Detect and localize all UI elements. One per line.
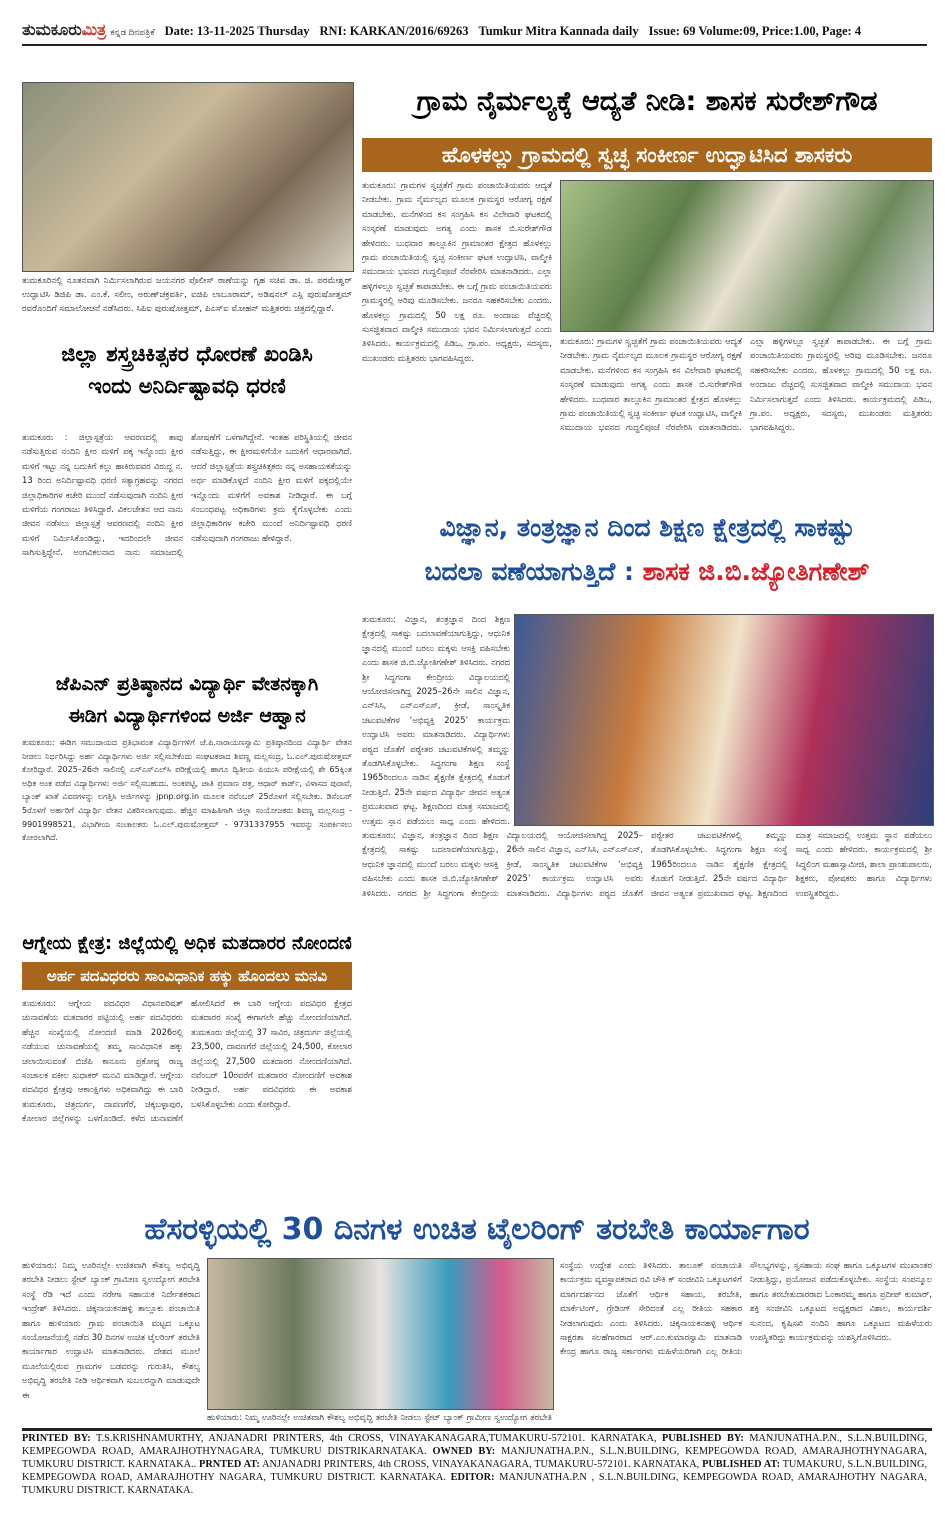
published-at-label: PUBLISHED AT: [702,1459,781,1470]
voters-subhead: ಅರ್ಹ ಪದವಿಧರರು ಸಾಂವಿಧಾನಿಕ ಹಕ್ಕು ಹೊಂದಲು ಮನವಿ [22,962,352,990]
vigyana-headline-line2-text: ಬದಲಾ ವಣೆಯಾಗುತ್ತಿದೆ : [424,557,634,586]
gram-article-body-continued: ತುಮಕೂರು: ಗ್ರಾಮಗಳ ಸ್ವಚ್ಛತೆಗೆ ಗ್ರಾಮ ಪಂಚಾಯಿತಿಯವರು ಆದ್ಯತೆ ನೀಡಬೇಕು. ಗ್ರಾಮ ನೈರ್ಮಲ್ಯದ ಮೂಲಕ ಗ್ರಾಮಸ್ಥರ ಆರೋಗ್ಯ ರಕ್ಷಣೆ ಮಾಡಬೇಕು. ಮನೆಗಳಿಂದ ಕಸ ಸಂಗ್ರಹಿಸಿ ಕಸ ವಿಲೇವಾರಿ ಘಟಕದಲ್ಲಿ ಸಂಸ್ಕರಣೆ ಮಾಡುವುದು ಅಗತ್ಯ ಎಂದು ಶಾಸಕ ಬಿ.ಸುರೇಶ್‌ಗೌಡ ಹೇಳಿದರು. ಬುಧವಾರ ತಾಲ್ಲೂಕಿನ ಗ್ರಾಮಾಂತರ ಕ್ಷೇತ್ರದ ಹೊಳಕಲ್ಲು ಗ್ರಾಮ ಪಂಚಾಯಿತಿಯಲ್ಲಿ ಸ್ವಚ್ಛ ಸಂಕೀರ್ಣ ಘಟಕ ಉದ್ಘಾಟಿಸಿ, ವಾಲ್ಮೀಕಿ ಸಮುದಾಯ ಭವನದ ಗುದ್ದಲಿಪೂಜೆ ನೆರವೇರಿಸಿ ಮಾತನಾಡಿದರು. ಎಲ್ಲಾ ಹಳ್ಳಿಗಳಲ್ಲೂ ಸ್ವಚ್ಛತೆ ಕಾಪಾಡಬೇಕು. ಈ ಬಗ್ಗೆ ಗ್ರಾಮ ಪಂಚಾಯಿತಿಯವರು ಗ್ರಾಮಸ್ಥರಲ್ಲಿ ಅರಿವು ಮೂಡಿಸಬೇಕು. ಜನರೂ ಸಹಕರಿಸಬೇಕು ಎಂದರು. ಹೊಳಕಲ್ಲು ಗ್ರಾಮದಲ್ಲಿ 50 ಲಕ್ಷ ರೂ. ಅಂದಾಜು ವೆಚ್ಚದಲ್ಲಿ ಸುಸಜ್ಜಿತವಾದ ವಾಲ್ಮೀಕಿ ಸಮುದಾಯ ಭವನ ನಿರ್ಮಿಸಲಾಗುತ್ತದೆ ಎಂದು ತಿಳಿಸಿದರು. ಕಾರ್ಯಕ್ರಮದಲ್ಲಿ ಪಿಡಿಒ, ಗ್ರಾ.ಪಂ. ಅಧ್ಯಕ್ಷರು, ಸದಸ್ಯರು, ಮುಖಂಡರು ಮತ್ತಿತರರು ಭಾಗವಹಿಸಿದ್ದರು. [560,336,932,433]
printed-by-text: T.S.KRISHNAMURTHY, ANJANADRI PRINTERS, 4th CROSS, VINAYAKANAGARA,TUMAKURU-572101. KARNATAKA, [96,1433,657,1444]
voters-headline: ಆಗ್ನೇಯ ಕ್ಷೇತ್ರ: ಜಿಲ್ಲೆಯಲ್ಲಿ ಅಧಿಕ ಮತದಾರರ ನೋಂದಣಿ [22,933,352,954]
published-by-label: PUBLISHED BY: [661,1433,744,1444]
paper-info: Tumkur Mitra Kannada daily [478,23,639,38]
tailoring-article-body-right: ಸಂಸ್ಥೆಯ ಉದ್ದೇಶ ಎಂದು ತಿಳಿಸಿದರು. ತಾಲೂಕ್ ಪಂಚಾಯತಿ ಕಾರ್ಯಕ್ರಮ ವ್ಯವಸ್ಥಾಪಕರಾದ ರವಿ ಚೌಕಿ ಕ್ ಸಂಜೀವಿನಿ ಒಕ್ಕೂಟಗಳಿಗೆ ಮಾರ್ಗದರ್ಶನದ ಜೊತೆಗೆ ಆರ್ಥಿಕ ಸಹಾಯ, ತರಬೇತಿ, ಮಾರ್ಕೆಟಿಂಗ್, ಗ್ರೇಡಿಂಗ್ ಸೇರಿದಂತೆ ಎಲ್ಲ ರೀತಿಯ ಸಹಕಾರ ನೀಡಲಾಗುವುದು ಎಂದು ತಿಳಿಸಿದರು. ಚಿಕ್ಕನಾಯಕನಹಳ್ಳಿ ಆರ್ಥಿಕ ಸಾಕ್ಷರತಾ ಸಲಹೆಗಾರರಾದ ಆರ್.ಎಂ.ಕುಮಾರಸ್ವಾಮಿ ಮಾತನಾಡಿ ಕೇಂದ್ರ ಹಾಗೂ ರಾಜ್ಯ ಸರ್ಕಾರಗಳು ಮಹಿಳೆಯರಿಗಾಗಿ ಎಲ್ಲ ರೀತಿಯ ಸೌಲಭ್ಯಗಳನ್ನು, ಸ್ವಸಹಾಯ ಸಂಘ ಹಾಗೂ ಒಕ್ಕೂಟಗಳ ಮುಖಾಂತರ ನೀಡುತ್ತಿದ್ದು, ಪ್ರಯೋಜನ ಪಡೆದುಕೊಳ್ಳಬೇಕು. ಸಂಸ್ಥೆಯ ಸಂಪನ್ಮೂಲ ಹಾಗೂ ತರಬೇತುದಾರರಾದ ಓಂಕಾರಮ್ಮ ಹಾಗೂ ಪ್ರದೀಪ್ ಕುಮಾರ್, ಶಕ್ತಿ ಸಂಜೀವಿನಿ ಒಕ್ಕೂಟದ ಅಧ್ಯಕ್ಷರಾದ ವಿಶಾಲ, ಕಾರ್ಯದರ್ಶಿ ಸುನಂದ, ಕೃಷಿಸಖಿ ನಂದಿನಿ ಹಾಗೂ ಒಕ್ಕೂಟದ ಮಹಿಳೆಯರು ಉಪಸ್ಥಿತರಿದ್ದು ಕಾರ್ಯಕ್ರಮವನ್ನು ಯಶಸ್ವಿಗೊಳಿಸಿದರು. [560,1260,932,1357]
newspaper-logo [22,22,155,40]
issue-date: Date: 13-11-2025 Thursday [164,23,310,38]
editor-label: EDITOR: [450,1472,495,1483]
issue-info: Issue: 69 Volume:09, Price:1.00, Page: 4 [648,23,862,38]
owned-by-label: OWNED BY: [432,1446,496,1457]
dharna-headline-line2: ಇಂದು ಅನಿರ್ದಿಷ್ಟಾವಧಿ ಧರಣಿ [88,374,286,398]
vigyana-headline-line1: ವಿಜ್ಞಾನ, ತಂತ್ರಜ್ಞಾನ ದಿಂದ ಶಿಕ್ಷಣ ಕ್ಷೇತ್ರದಲ್ಲಿ ಸಾಕಷ್ಟು [439,513,855,542]
tailoring-workshop-photo [207,1258,554,1410]
masthead [22,18,927,46]
printed-at-label: PRNTED AT: [199,1459,260,1470]
jpn-article-body: ತುಮಕೂರು: ಈಡಿಗ ಸಮುದಾಯದ ಪ್ರತಿಭಾವಂತ ವಿದ್ಯಾರ್ಥಿಗಳಿಗೆ ಜೆ.ಪಿ.ನಾರಾಯಣಸ್ವಾಮಿ ಪ್ರತಿಷ್ಠಾನದಿಂದ ವಿದ್ಯಾರ್ಥಿ ವೇತನ ನೀಡಲು ನಿರ್ಧರಿಸಿದ್ದು ಅರ್ಹ ವಿದ್ಯಾರ್ಥಿಗಳು ಅರ್ಜಿ ಸಲ್ಲಿಸಬೇಕೆಂದು ಸಂಘಟಕರಾದ ಶಿವಣ್ಣ ಮಲ್ಲಸಂದ್ರ, ಓ.ಎಲ್.ಪುರುಷೋತ್ತಮ್ ಕೋರಿದ್ದಾರೆ. 2025–26ನೇ ಸಾಲಿನಲ್ಲಿ ಎಸ್‌ಎಸ್‌ಎಲ್‌ಸಿ ಪರೀಕ್ಷೆಯಲ್ಲಿ ಹಾಗೂ ದ್ವಿತೀಯ ಪಿಯುಸಿ ಪರೀಕ್ಷೆಯಲ್ಲಿ ಶೇ 65ಕ್ಕಿಂತ ಅಧಿಕ ಅಂಕ ಪಡೆದ ವಿದ್ಯಾರ್ಥಿಗಳು ಅರ್ಜಿ ಸಲ್ಲಿಸಬಹುದು. ಅಂಕಪಟ್ಟಿ, ಜಾತಿ ಪ್ರಮಾಣ ಪತ್ರ, ಆಧಾರ್ ಕಾರ್ಡ್, ವಿಳಾಸದ ಪುರಾವೆ, ಬ್ಯಾಂಕ್ ಖಾತೆ ವಿವರಗಳನ್ನು ಲಗತ್ತಿಸಿ ಅರ್ಜಿಗಳನ್ನು jpnp.org.in ಮೂಲಕ ನವೆಂಬರ್ 25ರೊಳಗೆ ಸಲ್ಲಿಸಬೇಕು. ಡಿಸೆಂಬರ್ 5ರೊಳಗೆ ಅರ್ಹರಿಗೆ ವಿದ್ಯಾರ್ಥಿ ವೇತನ ವಿತರಿಸಲಾಗುವುದು. ಹೆಚ್ಚಿನ ಮಾಹಿತಿಗಾಗಿ ಜಿಲ್ಲಾ ಸಂಯೋಜಕರು ಶಿವಣ್ಣ ಮಲ್ಲಸಂದ್ರ - 9901998521, ವಿಭಾಗೀಯ ಸಂಚಾಲಕರು ಓ.ಎಲ್.ಪುರುಷೋತ್ತಮ್ - 9731337955 ಇವರನ್ನು ಸಂಪರ್ಕಿಸಲು ಕೋರಲಾಗಿದೆ. [22,738,352,843]
voters-article-body: ತುಮಕೂರು: ಆಗ್ನೇಯ ಪದವಿಧರ ವಿಧಾನಪರಿಷತ್ ಚುನಾವಣೆಯ ಮತದಾರರ ಪಟ್ಟಿಯಲ್ಲಿ ಅರ್ಹ ಪದವಿಧರರು ಹೆಚ್ಚಿನ ಸಂಖ್ಯೆಯಲ್ಲಿ ನೋಂದಣಿ ಮಾಡಿ 2026ರಲ್ಲಿ ನಡೆಯುವ ಚುನಾವಣೆಯಲ್ಲಿ ತಮ್ಮ ಸಾಂವಿಧಾನಿಕ ಹಕ್ಕು ಚಲಾಯಿಸುವಂತೆ ಬಿಜೆಪಿ ಕಾನೂನು ಪ್ರಕೋಷ್ಠ ರಾಜ್ಯ ಸಂಚಾಲಕ ವಕೀಲ ಸುಧಾಕರ್ ಮನವಿ ಮಾಡಿದ್ದಾರೆ. ಆಗ್ನೇಯ ಪದವಿಧರ ಕ್ಷೇತ್ರವು ಆಕಾಂಕ್ಷಿಗಳು ಅಧಿಕವಾಗಿದ್ದು ಈ ಬಾರಿ ತುಮಕೂರು, ಚಿತ್ರದುರ್ಗ, ದಾವಣಗೆರೆ, ಚಿಕ್ಕಬಳ್ಳಾಪುರ, ಕೋಲಾರ ಜಿಲ್ಲೆಗಳನ್ನು ಒಳಗೊಂಡಿದೆ. ಕಳೆದ ಚುನಾವಣೆಗೆ ಹೋಲಿಸಿದರೆ ಈ ಬಾರಿ ಆಗ್ನೇಯ ಪದವಿಧರ ಕ್ಷೇತ್ರದ ಮತದಾರರ ಸಂಖ್ಯೆ ಈಗಾಗಲೇ ಹೆಚ್ಚು ನೋಂದಣಿಯಾಗಿದೆ. ತುಮಕೂರು ಜಿಲ್ಲೆಯಲ್ಲಿ 37 ಸಾವಿರ, ಚಿತ್ರದುರ್ಗ ಜಿಲ್ಲೆಯಲ್ಲಿ 23,500, ದಾವಣಗೆರೆ ಜಿಲ್ಲೆಯಲ್ಲಿ 24,500, ಕೋಲಾರ ಜಿಲ್ಲೆಯಲ್ಲಿ 27,500 ಮತದಾರರ ನೋಂದಣಿಯಾಗಿದೆ. ನವೆಂಬರ್ 10ರವರೆಗೆ ಮತದಾರರ ನೋಂದಣಿಗೆ ಅವಕಾಶ ನೀಡಿದ್ದಾರೆ. ಅರ್ಹ ಪದವಿಧರರು ಈ ಅವಕಾಶ ಬಳಸಿಕೊಳ್ಳಬೇಕು ಎಂದು ಕೋರಿದ್ದಾರೆ. [22,998,352,1124]
ribbon-cutting-photo [560,180,934,332]
printed-by-label: PRINTED BY: [22,1433,91,1444]
vigyana-headline-mla-name: ಶಾಸಕ ಜಿ.ಬಿ.ಜ್ಯೋತಿಗಣೇಶ್ [642,557,870,586]
dharna-article-body: ತುಮಕೂರು : ಜಿಲ್ಲಾಸ್ಪತ್ರೆಯ ಆವರಣದಲ್ಲಿ ತಾವು ನಡೆಸುತ್ತಿರುವ ನಂದಿನಿ ಕ್ಷೀರ ಮಳಿಗೆ ಪಕ್ಕ ಇನ್ನೊಂದು ಕ್ಷೀರ ಮಳಿಗೆ ಇಟ್ಟು ನನ್ನ ಬದುಕಿಗೆ ಕಲ್ಲು ಹಾಕಿರುವವರ ವಿರುದ್ಧ ನ. 13 ರಿಂದ ಅನಿರ್ದಿಷ್ಟಾವಧಿ ಧರಣಿ ಸತ್ಯಾಗ್ರಹವನ್ನು ನಗರದ ಜಿಲ್ಲಾಧಿಕಾರಿಗಳ ಕಚೇರಿ ಮುಂದೆ ನಡೆಸುವುದಾಗಿ ನಂದಿನಿ ಕ್ಷೀರ ಮಳಿಗೆಯ ಗಂಗರಾಜು ತಿಳಿಸಿದ್ದಾರೆ. ವಿಕಲಚೇತನ ಆದ ನಾನು ಜೀವನ ನಡೆಸಲು ಜಿಲ್ಲಾಸ್ಪತ್ರೆ ಆವರಣದಲ್ಲಿ ನಂದಿನಿ ಕ್ಷೀರ ಮಳಿಗೆ ನಿರ್ಮಿಸಿಕೊಂಡಿದ್ದು, ಇದರಿಂದಲೇ ಜೀವನ ಸಾಗಿಸುತ್ತಿದ್ದೇನೆ. ಅಂಗವಿಕಲನಾದ ನಾನು ಸಮಾಜದಲ್ಲಿ ಶೋಷಣೆಗೆ ಒಳಗಾಗಿದ್ದೇನೆ. ಇಂತಹ ಪರಿಸ್ಥಿತಿಯಲ್ಲಿ ಜೀವನ ನಡೆಸುತ್ತಿದ್ದು, ಈ ಕ್ಷೀರಮಳಿಗೆಯೇ ಬದುಕಿಗೆ ಆಧಾರವಾಗಿದೆ. ಆದರೆ ಜಿಲ್ಲಾಸ್ಪತ್ರೆಯ ಶಸ್ತ್ರಚಿಕಿತ್ಸಕರು ನನ್ನ ಅಸಹಾಯಕತೆಯನ್ನು ಅರ್ಥ ಮಾಡಿಕೊಳ್ಳದೆ ನಂದಿನಿ ಕ್ಷೀರ ಮಳಿಗೆ ಪಕ್ಕದಲ್ಲಿಯೇ ಇನ್ನೊಂದು ಮಳಿಗೆಗೆ ಅವಕಾಶ ನೀಡಿದ್ದಾರೆ. ಈ ಬಗ್ಗೆ ಸಂಬಂಧಪಟ್ಟ ಅಧಿಕಾರಿಗಳು ಕ್ರಮ ಕೈಗೊಳ್ಳಬೇಕು ಎಂದು ಜಿಲ್ಲಾಧಿಕಾರಿಗಳ ಕಚೇರಿ ಮುಂದೆ ಅನಿರ್ದಿಷ್ಟಾವಧಿ ಧರಣಿ ನಡೆಸುವುದಾಗಿ ಗಂಗರಾಜು ಹೇಳಿದ್ದಾರೆ. [22,432,352,558]
editor-text: MANJUNATHA.P.N , S.L.N.BUILDING, KEMPEGOWDA ROAD, AMARAJHOTHY NAGARA, TUMKURU DISTRICT. KARNATAKA. [22,1472,927,1496]
gram-subhead: ಹೊಳಕಲ್ಲು ಗ್ರಾಮದಲ್ಲಿ ಸ್ವಚ್ಛ ಸಂಕೀರ್ಣ ಉದ್ಘಾಟಿಸಿದ ಶಾಸಕರು [362,138,932,172]
published-at-text: TUMAKURU, S.L.N.BUILDING, KEMPEGOWDA ROAD, AMARAJHOTHY NAGARA, TUMKURU DISTRICT. KARNATAKA. [22,1459,928,1483]
jpn-headline [22,668,352,732]
vigyana-headline-line2 [362,550,932,594]
gram-article-body: ತುಮಕೂರು: ಗ್ರಾಮಗಳ ಸ್ವಚ್ಛತೆಗೆ ಗ್ರಾಮ ಪಂಚಾಯಿತಿಯವರು ಆದ್ಯತೆ ನೀಡಬೇಕು. ಗ್ರಾಮ ನೈರ್ಮಲ್ಯದ ಮೂಲಕ ಗ್ರಾಮಸ್ಥರ ಆರೋಗ್ಯ ರಕ್ಷಣೆ ಮಾಡಬೇಕು. ಮನೆಗಳಿಂದ ಕಸ ಸಂಗ್ರಹಿಸಿ ಕಸ ವಿಲೇವಾರಿ ಘಟಕದಲ್ಲಿ ಸಂಸ್ಕರಣೆ ಮಾಡುವುದು ಅಗತ್ಯ ಎಂದು ಶಾಸಕ ಬಿ.ಸುರೇಶ್‌ಗೌಡ ಹೇಳಿದರು. ಬುಧವಾರ ತಾಲ್ಲೂಕಿನ ಗ್ರಾಮಾಂತರ ಕ್ಷೇತ್ರದ ಹೊಳಕಲ್ಲು ಗ್ರಾಮ ಪಂಚಾಯಿತಿಯಲ್ಲಿ ಸ್ವಚ್ಛ ಸಂಕೀರ್ಣ ಘಟಕ ಉದ್ಘಾಟಿಸಿ, ವಾಲ್ಮೀಕಿ ಸಮುದಾಯ ಭವನದ ಗುದ್ದಲಿಪೂಜೆ ನೆರವೇರಿಸಿ ಮಾತನಾಡಿದರು. ಎಲ್ಲಾ ಹಳ್ಳಿಗಳಲ್ಲೂ ಸ್ವಚ್ಛತೆ ಕಾಪಾಡಬೇಕು. ಈ ಬಗ್ಗೆ ಗ್ರಾಮ ಪಂಚಾಯಿತಿಯವರು ಗ್ರಾಮಸ್ಥರಲ್ಲಿ ಅರಿವು ಮೂಡಿಸಬೇಕು. ಜನರೂ ಸಹಕರಿಸಬೇಕು ಎಂದರು. ಹೊಳಕಲ್ಲು ಗ್ರಾಮದಲ್ಲಿ 50 ಲಕ್ಷ ರೂ. ಅಂದಾಜು ವೆಚ್ಚದಲ್ಲಿ ಸುಸಜ್ಜಿತವಾದ ವಾಲ್ಮೀಕಿ ಸಮುದಾಯ ಭವನ ನಿರ್ಮಿಸಲಾಗುತ್ತದೆ ಎಂದು ತಿಳಿಸಿದರು. ಕಾರ್ಯಕ್ರಮದಲ್ಲಿ ಪಿಡಿಒ, ಗ್ರಾ.ಪಂ. ಅಧ್ಯಕ್ಷರು, ಸದಸ್ಯರು, ಮುಖಂಡರು ಮತ್ತಿತರರು ಭಾಗವಹಿಸಿದ್ದರು. [362,180,552,363]
lamp-lighting-photo [514,614,934,826]
dharna-headline-line1: ಜಿಲ್ಲಾ ಶಸ್ತ್ರಚಿಕಿತ್ಸಕರ ಧೋರಣೆ ಖಂಡಿಸಿ [61,342,313,366]
tailoring-headline: ಹೆಸರಳ್ಳಿಯಲ್ಲಿ 30 ದಿನಗಳ ಉಚಿತ ಟೈಲರಿಂಗ್ ತರಬೇತಿ ಕಾರ್ಯಾಗಾರ [144,1212,810,1247]
jpn-headline-line2: ಈಡಿಗ ವಿದ್ಯಾರ್ಥಿಗಳಿಂದ ಅರ್ಜಿ ಆಹ್ವಾನ [68,705,306,727]
vigyana-headline [362,506,932,594]
printed-at-text: ANJANADRI PRINTERS, 4th CROSS, VINAYAKANAGARA, TUMAKURU-572101. KARNATAKA, [262,1459,700,1470]
imprint-footer [22,1432,927,1497]
owned-by-text: MANJUNATHA.P.N., S.L.N.BUILDING, KEMPEGOWDA ROAD, AMARAJHOTHYNAGARA, TUMKURU DISTRICT. KARNATAKA.. [22,1446,927,1470]
logo-text: ತುಮಕೂರು [22,22,82,39]
published-by-text: MANJUNATHA.P.N., S.L.N.BUILDING, KEMPEGOWDA ROAD, AMARAJHOTHYNAGARA, TUMKURU DISTRIKARNATAKA. [22,1433,928,1457]
logo-accent: ಮಿತ್ರ [81,22,107,39]
dharna-headline [22,338,352,402]
vigyana-article-body: ತುಮಕೂರು: ವಿಜ್ಞಾನ, ತಂತ್ರಜ್ಞಾನ ದಿಂದ ಶಿಕ್ಷಣ ಕ್ಷೇತ್ರದಲ್ಲಿ ಸಾಕಷ್ಟು ಬದಲಾವಣೆಯಾಗುತ್ತಿದ್ದು, ಆಧುನಿಕ ಜ್ಞಾನದಲ್ಲಿ ಮುಂದೆ ಬರಲು ಮಕ್ಕಳು ಆಸಕ್ತಿ ವಹಿಸಬೇಕು ಎಂದು ಶಾಸಕ ಜಿ.ಬಿ.ಜ್ಯೋತಿಗಣೇಶ್ ತಿಳಿಸಿದರು. ನಗರದ ಶ್ರೀ ಸಿದ್ಧಗಂಗಾ ಕೇಂದ್ರೀಯ ವಿದ್ಯಾಲಯದಲ್ಲಿ ಆಯೋಜಿಸಲಾಗಿದ್ದ 2025–26ನೇ ಸಾಲಿನ ವಿಜ್ಞಾನ, ಎನ್‌ಸಿಸಿ, ಎನ್‌ಎಸ್‌ಎಸ್, ಕ್ರೀಡೆ, ಸಾಂಸ್ಕೃತಿಕ ಚಟುವಟಿಕೆಗಳ ‘ಅಭಿವ್ಯಕ್ತಿ 2025’ ಕಾರ್ಯಕ್ರಮ ಉದ್ಘಾಟಿಸಿ ಅವರು ಮಾತನಾಡಿದರು. ವಿದ್ಯಾರ್ಥಿಗಳು ಪಠ್ಯದ ಜೊತೆಗೆ ಪಠ್ಯೇತರ ಚಟುವಟಿಕೆಗಳಲ್ಲಿ ತಮ್ಮನ್ನು ತೊಡಗಿಸಿಕೊಳ್ಳಬೇಕು. ಸಿದ್ಧಗಂಗಾ ಶಿಕ್ಷಣ ಸಂಸ್ಥೆ 1965ರಿಂದಲೂ ನಾಡಿನ ಶೈಕ್ಷಣಿಕ ಕ್ಷೇತ್ರದಲ್ಲಿ ಕೊಡುಗೆ ನೀಡುತ್ತಿದೆ. 25ನೇ ವರ್ಷದ ವಿದ್ಯಾರ್ಥಿ ಜೀವನ ಅತ್ಯಂತ ಪ್ರಮುಖವಾದ ಘಟ್ಟ. ಶಿಕ್ಷಣದಿಂದ ಮಾತ್ರ ಸಮಾಜದಲ್ಲಿ ಉತ್ತಮ ಸ್ಥಾನ ಪಡೆಯಲು ಸಾಧ್ಯ ಎಂದು ಹೇಳಿದರು. ಕಾರ್ಯಕ್ರಮದಲ್ಲಿ ಶ್ರೀ ಸಿದ್ಧಲಿಂಗ ಮಹಾಸ್ವಾಮೀಜಿ, ಶಾಲಾ ಪ್ರಾಂಶುಪಾಲರು, ಶಿಕ್ಷಕರು, ಪೋಷಕರು ಹಾಗೂ ವಿದ್ಯಾರ್ಥಿಗಳು ಉಪಸ್ಥಿತರಿದ್ದರು. [362,830,932,898]
tailoring-article-body-left: ಹುಳಿಯಾರು: ನಿಮ್ಮ ಊರಿನಲ್ಲೇ ಉಚಿತವಾಗಿ ಕೌಶಲ್ಯ ಅಭಿವೃದ್ಧಿ ತರಬೇತಿ ನೀಡಲು ಸ್ಟೇಟ್ ಬ್ಯಾಂಕ್ ಗ್ರಾಮೀಣ ಸ್ವಉದ್ಯೋಗ ತರಬೇತಿ ಸಂಸ್ಥೆ ರೆಡಿ ಇದೆ ಎಂದು ನರೇಗಾ ಸಹಾಯಕ ನಿರ್ದೇಶಕರಾದ ಇಂದ್ರೇಶ್ ತಿಳಿಸಿದರು. ಚಿಕ್ಕನಾಯಕನಹಳ್ಳಿ ತಾಲ್ಲೂಕು ಪಂಚಾಯಿತಿ ಹಾಗೂ ಹುಳಿಯಾರು ಗ್ರಾಮ ಪಂಚಾಯಿತಿ ಮಟ್ಟದ ಒಕ್ಕೂಟ ಸಂಯೋಜನೆಯಲ್ಲಿ ನಡೆದ 30 ದಿನಗಳ ಉಚಿತ ಟೈಲರಿಂಗ್ ತರಬೇತಿ ಕಾರ್ಯಾಗಾರ ಉದ್ಘಾಟಿಸಿ ಮಾತನಾಡಿದರು. ದೇಶದ ಮೂಲೆ ಮೂಲೆಯಲ್ಲಿರುವ ಗ್ರಾಮಗಳ ಬಡವರನ್ನು ಗುರುತಿಸಿ, ಕೌಶಲ್ಯ ಅಭಿವೃದ್ಧಿ ತರಬೇತಿ ನೀಡಿ ಆರ್ಥಿಕವಾಗಿ ಸುಬಲರನ್ನಾಗಿ ಮಾಡುವುದೇ ಈ [22,1260,200,1400]
tailoring-article-body-under-photo: ಹುಳಿಯಾರು: ನಿಮ್ಮ ಊರಿನಲ್ಲೇ ಉಚಿತವಾಗಿ ಕೌಶಲ್ಯ ಅಭಿವೃದ್ಧಿ ತರಬೇತಿ ನೀಡಲು ಸ್ಟೇಟ್ ಬ್ಯಾಂಕ್ ಗ್ರಾಮೀಣ ಸ್ವಉದ್ಯೋಗ ತರಬೇತಿ [207,1412,552,1422]
footer-divider [22,1428,932,1431]
police-photo-caption: ತುಮಕೂರಿನಲ್ಲಿ ನೂತನವಾಗಿ ನಿರ್ಮಿಸಲಾಗಿರುವ ಜಯನಗರ ಪೊಲೀಸ್ ಠಾಣೆಯನ್ನು ಗೃಹ ಸಚಿವ ಡಾ. ಜಿ. ಪರಮೇಶ್ವರ್ ಉದ್ಘಾಟಿಸಿ ಡಿಜಿಪಿ ಡಾ. ಎಂ.ಕೆ. ಸಲೀಂ, ಅರುಣ್‌ಚಕ್ರವರ್ತಿ, ಐಜಿಪಿ ಲಾಬೂರಾಮ್, ಅಡಿಷನಲ್ ಎಸ್ಪಿ ಪುರುಷೋತ್ತಮ್ ರವರೊಂದಿಗೆ ಸಮಾಲೋಚನೆ ನಡೆಸಿದರು. ಸಿಪಿಐ ಪುರುಷೋತ್ತಮ್, ಪಿಎಸ್‌ಐ ಮೋಹನ್ ಮತ್ತಿತರರು ಚಿತ್ರದಲ್ಲಿದ್ದಾರೆ. [22,276,352,314]
rni-number: RNI: KARKAN/2016/69263 [319,23,469,38]
vigyana-article-intro: ತುಮಕೂರು: ವಿಜ್ಞಾನ, ತಂತ್ರಜ್ಞಾನ ದಿಂದ ಶಿಕ್ಷಣ ಕ್ಷೇತ್ರದಲ್ಲಿ ಸಾಕಷ್ಟು ಬದಲಾವಣೆಯಾಗುತ್ತಿದ್ದು, ಆಧುನಿಕ ಜ್ಞಾನದಲ್ಲಿ ಮುಂದೆ ಬರಲು ಮಕ್ಕಳು ಆಸಕ್ತಿ ವಹಿಸಬೇಕು ಎಂದು ಶಾಸಕ ಜಿ.ಬಿ.ಜ್ಯೋತಿಗಣೇಶ್ ತಿಳಿಸಿದರು. ನಗರದ ಶ್ರೀ ಸಿದ್ಧಗಂಗಾ ಕೇಂದ್ರೀಯ ವಿದ್ಯಾಲಯದಲ್ಲಿ ಆಯೋಜಿಸಲಾಗಿದ್ದ 2025–26ನೇ ಸಾಲಿನ ವಿಜ್ಞಾನ, ಎನ್‌ಸಿಸಿ, ಎನ್‌ಎಸ್‌ಎಸ್, ಕ್ರೀಡೆ, ಸಾಂಸ್ಕೃತಿಕ ಚಟುವಟಿಕೆಗಳ ‘ಅಭಿವ್ಯಕ್ತಿ 2025’ ಕಾರ್ಯಕ್ರಮ ಉದ್ಘಾಟಿಸಿ ಅವರು ಮಾತನಾಡಿದರು. ವಿದ್ಯಾರ್ಥಿಗಳು ಪಠ್ಯದ ಜೊತೆಗೆ ಪಠ್ಯೇತರ ಚಟುವಟಿಕೆಗಳಲ್ಲಿ ತಮ್ಮನ್ನು ತೊಡಗಿಸಿಕೊಳ್ಳಬೇಕು. ಸಿದ್ಧಗಂಗಾ ಶಿಕ್ಷಣ ಸಂಸ್ಥೆ 1965ರಿಂದಲೂ ನಾಡಿನ ಶೈಕ್ಷಣಿಕ ಕ್ಷೇತ್ರದಲ್ಲಿ ಕೊಡುಗೆ ನೀಡುತ್ತಿದೆ. 25ನೇ ವರ್ಷದ ವಿದ್ಯಾರ್ಥಿ ಜೀವನ ಅತ್ಯಂತ ಪ್ರಮುಖವಾದ ಘಟ್ಟ. ಶಿಕ್ಷಣದಿಂದ ಮಾತ್ರ ಸಮಾಜದಲ್ಲಿ ಉತ್ತಮ ಸ್ಥಾನ ಪಡೆಯಲು ಸಾಧ್ಯ ಎಂದು ಹೇಳಿದರು. [362,614,510,826]
police-station-photo [22,82,354,272]
gram-headline: ಗ್ರಾಮ ನೈರ್ಮಲ್ಯಕ್ಕೆ ಆದ್ಯತೆ ನೀಡಿ: ಶಾಸಕ ಸುರೇಶ್‌ಗೌಡ [416,86,878,117]
logo-tagline: ಕನ್ನಡ ದಿನಪತ್ರಿಕೆ [110,27,155,37]
jpn-headline-line1: ಜೆಪಿಎನ್ ಪ್ರತಿಷ್ಠಾನದ ವಿದ್ಯಾರ್ಥಿ ವೇತನಕ್ಕಾಗಿ [55,673,319,695]
